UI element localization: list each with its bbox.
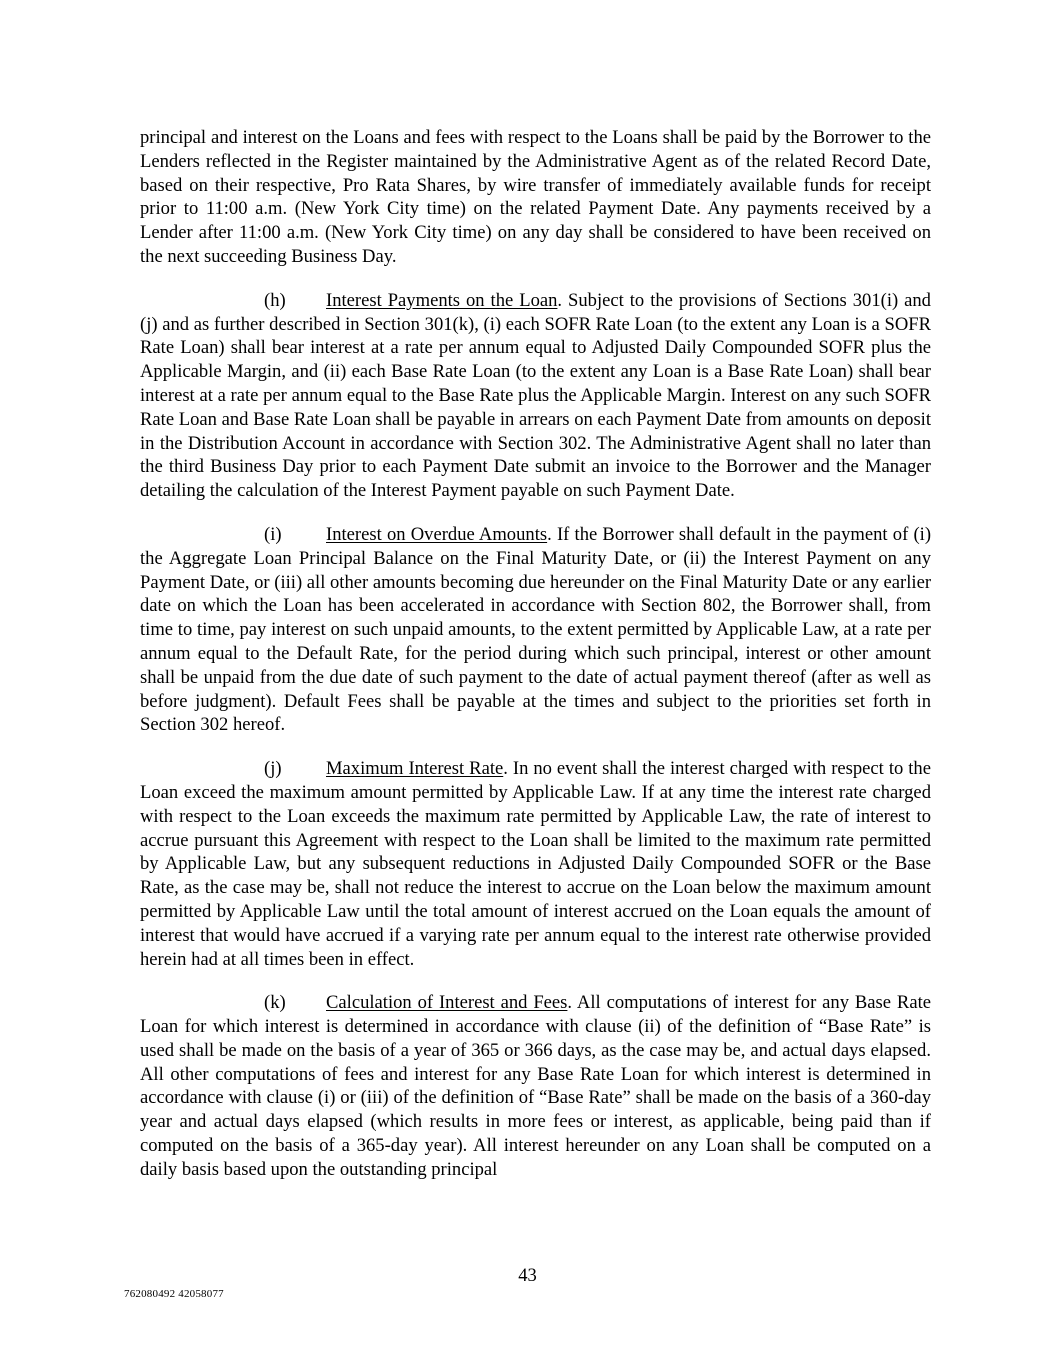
section-heading: Maximum Interest Rate <box>326 758 504 780</box>
page-number: 43 <box>518 1265 537 1286</box>
document-body <box>140 126 931 1182</box>
section-k-paragraph <box>140 991 931 1181</box>
section-body: . In no event shall the interest charged with respect to the Loan exceed the maximum amount permitted by Applicable Law. If at any time the interest rate charged with respect to the Loan exceeds the maximum rate permitted by Applicable Law, the rate of interest to accrue pursuant this Agreement with respect to the Loan shall be limited to the maximum rate permitted by Applicable Law, but any subsequent reductions in Adjusted Daily Compounded SOFR or the Base Rate, as the case may be, shall not reduce the interest to accrue on the Loan below the maximum amount permitted by Applicable Law until the total amount of interest accrued on the Loan equals the amount of interest that would have accrued if a varying rate per annum equal to the interest rate otherwise provided herein had at all times been in effect. <box>140 758 931 970</box>
document-id: 762080492 42058077 <box>124 1288 224 1300</box>
continuation-paragraph: principal and interest on the Loans and fees with respect to the Loans shall be paid by the Borrower to the Lenders reflected in the Register maintained by the Administrative Agent as of the related Record Date, based on their respective, Pro Rata Shares, by wire transfer of immediately available funds for receipt prior to 11:00 a.m. (New York City time) on the related Payment Date. Any payments received by a Lender after 11:00 a.m. (New York City time) on any day shall be considered to have been received on the next succeeding Business Day. <box>140 127 931 267</box>
section-i-paragraph <box>140 523 931 737</box>
section-heading: Interest on Overdue Amounts <box>326 523 548 545</box>
section-h-paragraph <box>140 289 931 503</box>
section-heading: Interest Payments on the Loan <box>326 289 558 311</box>
section-body: . If the Borrower shall default in the payment of (i) the Aggregate Loan Principal Balance on the Final Maturity Date, or (ii) the Interest Payment on any Payment Date, or (iii) all other amounts becoming due hereunder on the Final Maturity Date or any earlier date on which the Loan has been accelerated in accordance with Section 802, the Borrower shall, from time to time, pay interest on such unpaid amounts, to the extent permitted by Applicable Law, at a rate per annum equal to the Default Rate, for the period during which such principal, interest or other amount shall be unpaid from the due date of such payment to the date of actual payment thereof (after as well as before judgment). Default Fees shall be payable at the times and subject to the priorities set forth in Section 302 hereof. <box>140 523 932 736</box>
section-j-paragraph <box>140 757 931 971</box>
section-heading: Calculation of Interest and Fees <box>326 992 568 1014</box>
section-body: . Subject to the provisions of Sections 301(i) and (j) and as further described in Section 301(k), (i) each SOFR Rate Loan (to the extent any Loan is a SOFR Rate Loan) shall bear interest at a rate per annum equal to Adjusted Daily Compounded SOFR plus the Applicable Margin, and (ii) each Base Rate Loan (to the extent any Loan is a Base Rate Loan) shall bear interest at a rate per annum equal to the Base Rate plus the Applicable Margin. Interest on any such SOFR Rate Loan and Base Rate Loan shall be payable in arrears on each Payment Date from amounts on deposit in the Distribution Account in accordance with Section 302. The Administrative Agent shall no later than the third Business Day prior to each Payment Date submit an invoice to the Borrower and the Manager detailing the calculation of the Interest Payment payable on such Payment Date. <box>140 289 932 502</box>
section-label: (j) <box>264 758 282 780</box>
section-body: . All computations of interest for any Base Rate Loan for which interest is determined in accordance with clause (ii) of the definition of “Base Rate” is used shall be made on the basis of a year of 365 or 366 days, as the case may be, and actual days elapsed. All other computations of fees and interest for any Base Rate Loan for which interest is determined in accordance with clause (i) or (iii) of the definition of “Base Rate” shall be made on the basis of a 360-day year and actual days elapsed (which results in more fees or interest, as applicable, being paid than if computed on the basis of a 365-day year). All interest hereunder on any Loan shall be computed on a daily basis based upon the outstanding principal <box>140 992 932 1180</box>
section-label: (h) <box>264 289 286 311</box>
section-label: (k) <box>264 992 286 1014</box>
section-label: (i) <box>264 523 282 545</box>
